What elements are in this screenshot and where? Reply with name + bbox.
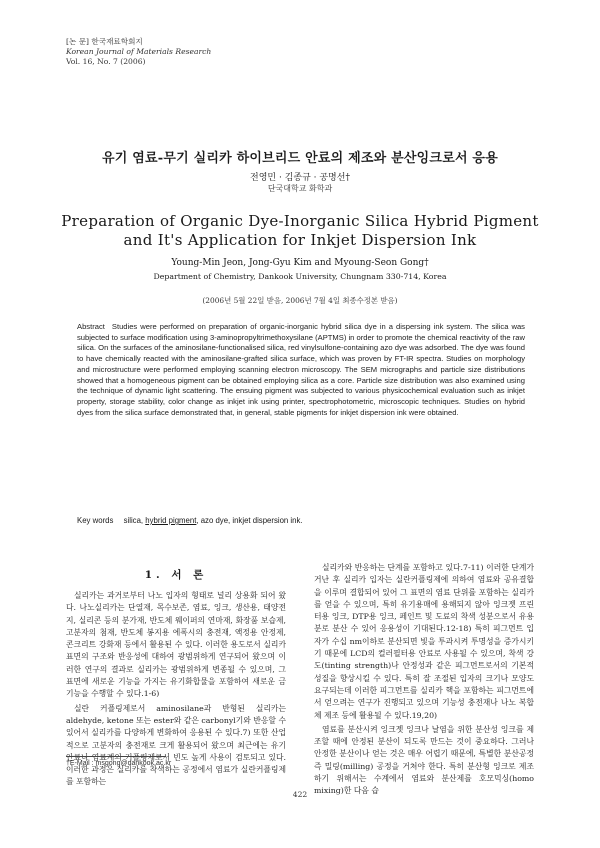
left-paragraph: 실리카는 과거로부터 나노 입자의 형태로 널리 상용화 되어 왔다. 나노실리카는 단열재, 목수보존, 염료, 잉크, 생산용, 태양전지, 실리콘 등의 분가재, 반도체 웨이퍼의 연마재, 화장품 보습제, 고분자의 첨재, 반도체 봉지용 에폭시의 충전재, 액정용 안정제, 콘크리트 강화재 등에서 활용된 수 있다. 이러한 용도로서 실리카 표면의 구조와 반응성에 대하여 광범위하게 연구되어 왔으며 이러한 연구의 결과로 실리카는 광범위하게 변종될 수 있으며, 그 표면에 새로운 기능을 가지는 유기화합물을 포함하여 새로운 금 기능을 수행할 수 있다.1-6) [66,591,286,699]
title-english-line1: Preparation of Organic Dye-Inorganic Silica Hybrid Pigment [61,212,539,230]
right-paragraph: 실리카와 반응하는 단계를 포함하고 있다.7-11) 이러한 단계가 거난 후 실리카 입자는 실란커플링제에 의하여 염료와 공유결합을 이루며 결합되어 있어 그 표면의 염료 단위를 포함하는 실리카를 얻을 수 있으며, 특히 유기용매에 용해되지 않아 잉크젯 프린터용 잉크, DTP용 잉크, 페인트 및 도료의 착색 성분으로서 유용 분로 분산 수 있어 응용성이 기대된다.12-18) 특히 피그먼트 입자가 수십 nm이하로 분산되면 빛을 투과시켜 투명성을 증가시키기 때문에 LCD의 컬러필터용 안료로 사용될 수 있으며, 착색 강도(tinting strength)나 안정성과 같은 피그먼트로서의 기본적 성질을 향상시킬 수 있다. 특히 잘 조절된 입자의 크기나 모양도 요구되는데 이러한 피그먼트를 실리카 핵을 포함하는 피그먼트에서 얻으려는 연구가 진행되고 있으며 기능성 충전재나 나노 복합체 제조 등에 활용될 수 있다.19,20) [314,563,534,720]
abstract-label: Abstract [77,322,105,331]
footnote-email: †E-Mail : msgong@dankook.ac.kr [66,760,172,767]
section-heading-introduction: 1. 서 론 [144,569,208,581]
journal-english-name: Korean Journal of Materials Research [66,47,212,57]
keywords [77,516,525,525]
journal-volume: Vol. 16, No. 7 (2006) [66,57,146,67]
page-number: 422 [292,790,308,799]
journal-header [66,37,211,68]
title-english-line2: and It's Application for Inkjet Dispersion Ink [123,231,477,249]
received-dates: (2006년 5월 22일 받음, 2006년 7월 4일 최종수정본 받음) [202,296,398,305]
authors-english: Young-Min Jeon, Jong-Gyu Kim and Myoung-Seon Gong† [171,258,429,268]
abstract [77,322,525,418]
abstract-text: Studies were performed on preparation of organic-inorganic hybrid silica dye in a dispersing ink system. The silica was subjected to surface modification using 3-aminopropyltrimethoxysilane (APTMS) in order to promote the chemical reactivity of the raw silica. On the surfaces of the aminosilane-functionalised silica, red vinylsulfone-containing azo dye was adsorbed. The dye was found to have chemically reacted with the aminosilane-grafted silica surface, which was proven by FT-IR spectra. Studies on morphology and microstructure were performed employing scanning electron microscopy. The SEM micrographs and particle size distributions showed that a homogeneous pigment can be obtained employing silica as a core. Particle size distribution was also examined using the technique of dynamic light scattering. The ensuing pigment was subjected to various physicochemical evaluation such as inkjet property, storage stability, color change as inkjet ink using printer, spectrophotometric, microscopic techniques. Studies on hybrid dyes from the silica surface demonstrated that, in general, stable pigments for inkjet dispersion ink were obtained. [77,322,525,417]
keywords-label: Key words [77,516,114,525]
affiliation-korean: 단국대학교 화학과 [267,184,333,193]
keyword-hybrid-pigment: hybrid pigment [145,516,197,525]
authors-korean: 전영민 · 김종규 · 공명선† [250,173,350,183]
left-paragraph: 실란 커플링제로서 aminosilane과 반형된 실리카는 aldehyde, ketone 또는 ester와 같은 carbonyl기와 반응할 수 있어서 실리카를 다양하게 변화하여 응용된 수 있다.7) 또한 산업적으로 고분자의 충전재로 크게 활용되어 왔으며 최근에는 유기 안료나 염료계의 커플링제로서 빈도 높게 사용이 검토되고 있다. 이러한 과정은 실리카를 착색하는 공정에서 염료가 실란커플링제를 포함하는 [66,703,286,787]
affiliation-english: Department of Chemistry, Dankook University, Chungnam 330-714, Korea [153,272,447,281]
title-korean: 유기 염료-무기 실리카 하이브리드 안료의 제조와 분산잉크로서 응용 [102,151,498,166]
right-paragraph: 염료를 분산시켜 잉크젯 잉크나 날염을 위한 분산성 잉크를 제조할 때에 안정된 분산이 되도록 만드는 것이 중요하다. 그러나 안정한 분산이나 얻는 것은 매우 어렵기 때문에, 특별한 분산공정 즉 밀링(milling) 공정을 거쳐야 한다. 특히 분산형 잉크로 제조하기 위해서는 수계에서 염료와 분산제를 호모믹싱(homo mixing)한 다음 습 [314,724,534,796]
keywords-rest: , azo dye, inkjet dispersion ink. [196,516,303,525]
title-english [0,212,600,250]
keyword-silica: silica, [123,516,144,525]
journal-korean-name: [논 문] 한국재료학회지 [66,37,143,46]
footnote-divider [66,756,166,757]
body-right-column [314,562,534,800]
